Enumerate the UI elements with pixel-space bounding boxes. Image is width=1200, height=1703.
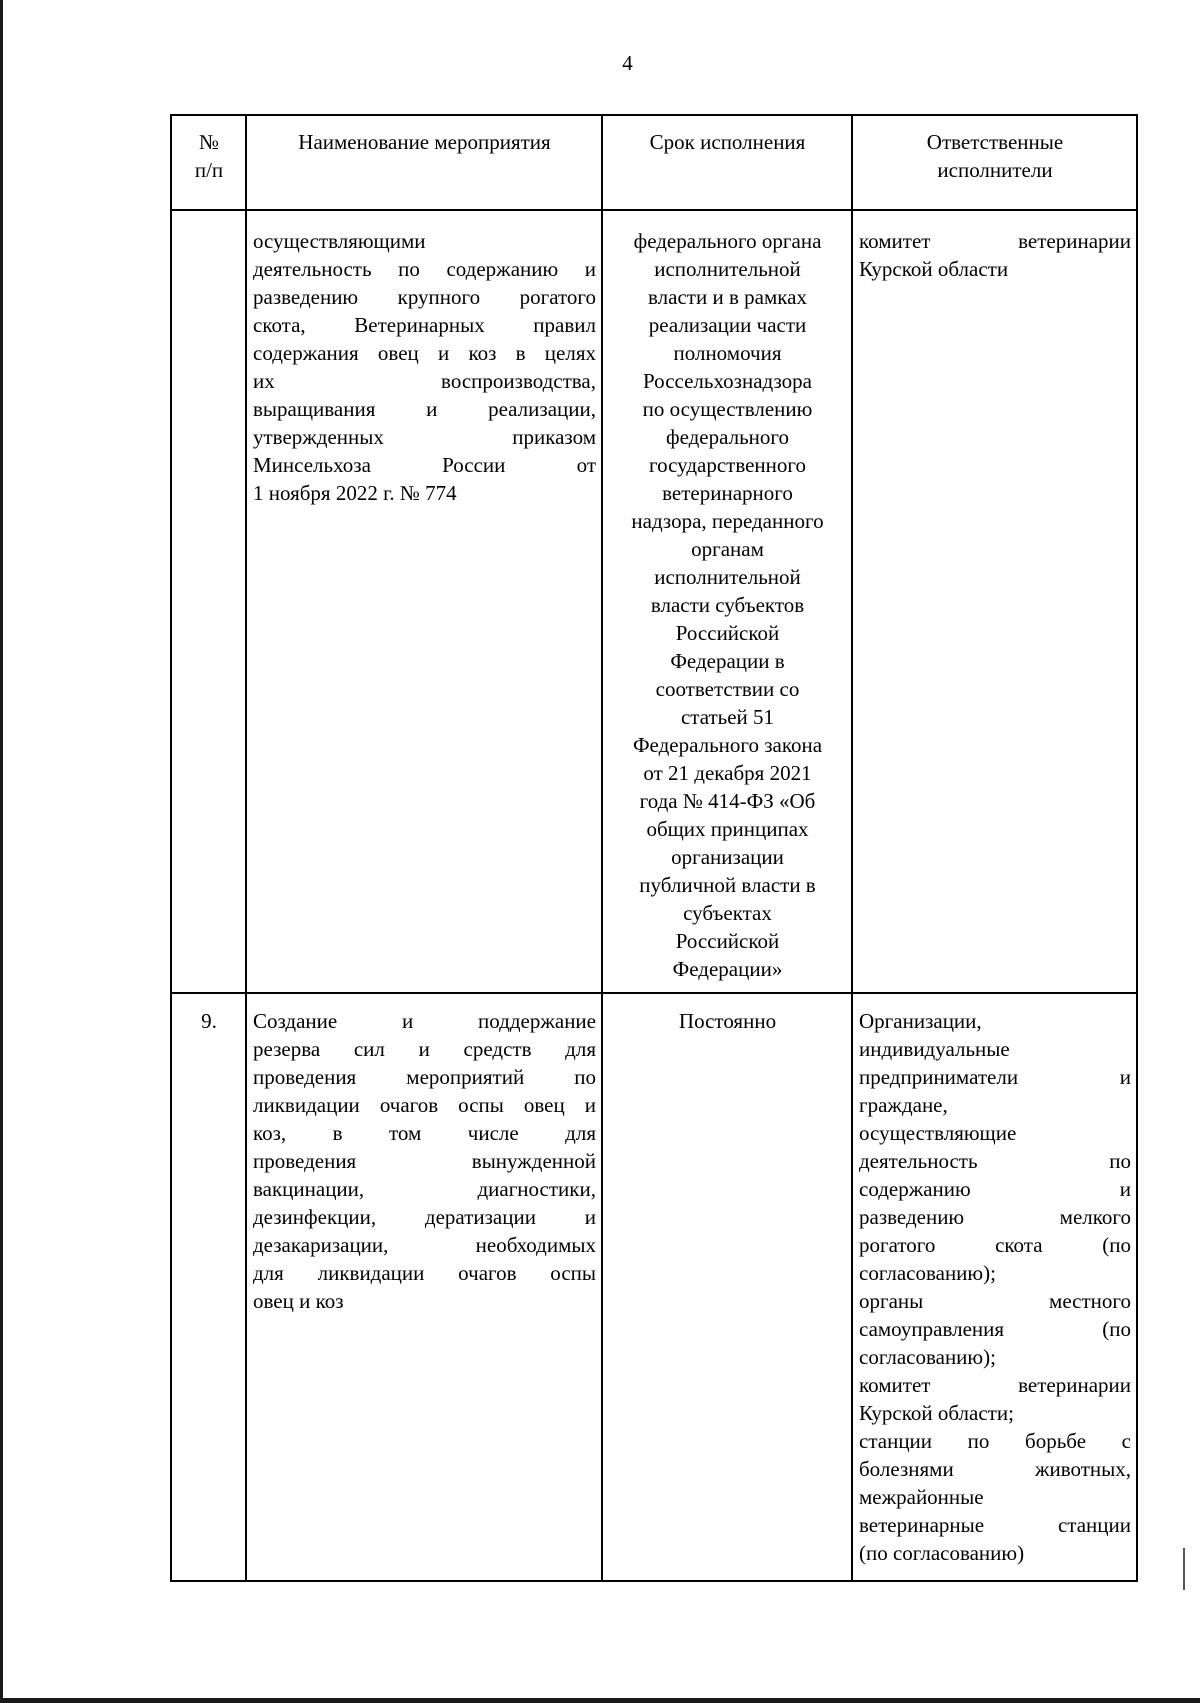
row-name xyxy=(246,210,602,993)
text-line: их воспроизводства, xyxy=(253,369,596,393)
text-line: индивидуальные xyxy=(859,1037,1010,1061)
row-term xyxy=(602,993,852,1581)
text-line: Российской xyxy=(675,929,780,953)
row-name xyxy=(246,993,602,1581)
text-line: согласованию); xyxy=(859,1261,996,1285)
text-line: для ликвидации очагов оспы xyxy=(253,1261,596,1285)
scan-edge-bottom xyxy=(0,1698,1200,1703)
scan-edge-left xyxy=(0,0,3,1703)
text-line: власти субъектов xyxy=(650,593,805,617)
table-row xyxy=(171,993,1137,1581)
text-line: деятельность по содержанию и xyxy=(253,257,596,281)
row-term xyxy=(602,210,852,993)
text-line: органы местного xyxy=(859,1289,1131,1313)
text-line: согласованию); xyxy=(859,1345,996,1369)
text-line: самоуправления (по xyxy=(859,1317,1131,1341)
header-num-line: п/п xyxy=(194,158,224,182)
text-line: комитет ветеринарии xyxy=(859,1373,1131,1397)
text-line: Федерации в xyxy=(670,649,785,673)
row-responsible xyxy=(852,210,1137,993)
header-responsible-line: исполнители xyxy=(937,158,1053,182)
text-line: публичной власти в xyxy=(639,873,816,897)
text-line: овец и коз xyxy=(253,1289,344,1313)
header-num xyxy=(171,115,246,210)
text-line: от 21 декабря 2021 xyxy=(643,761,812,785)
scan-mark xyxy=(1183,1548,1185,1590)
text-line: федерального xyxy=(665,425,790,449)
text-line: органам xyxy=(691,537,764,561)
text-line: вакцинации, диагностики, xyxy=(253,1177,596,1201)
text-line: надзора, переданного xyxy=(631,509,824,533)
text-line: Минсельхоза России от xyxy=(253,453,596,477)
text-line: разведению мелкого xyxy=(859,1205,1131,1229)
text-line: граждане, xyxy=(859,1093,948,1117)
text-line: резерва сил и средств для xyxy=(253,1037,596,1061)
text-line: реализации части xyxy=(648,313,807,337)
header-name: Наименование мероприятия xyxy=(246,115,602,210)
text-line: коз, в том числе для xyxy=(253,1121,596,1145)
header-responsible-line: Ответственные xyxy=(926,130,1064,154)
text-line: по осуществлению xyxy=(642,397,813,421)
text-line: утвержденных приказом xyxy=(253,425,596,449)
text-line: содержания овец и коз в целях xyxy=(253,341,596,365)
text-line: Российской xyxy=(675,621,780,645)
text-line: государственного xyxy=(648,453,807,477)
text-line: 1 ноября 2022 г. № 774 xyxy=(253,481,457,505)
row-num: 9. xyxy=(171,993,246,1581)
text-line: ветеринарного xyxy=(662,481,793,505)
text-line: Федерации» xyxy=(672,957,783,981)
text-line: организации xyxy=(671,845,784,869)
header-num-line: № xyxy=(198,130,220,154)
text-line: болезнями животных, xyxy=(859,1457,1131,1481)
text-line: проведения вынужденной xyxy=(253,1149,596,1173)
text-line: проведения мероприятий по xyxy=(253,1065,596,1089)
text-line: федерального органа xyxy=(633,229,822,253)
row-responsible xyxy=(852,993,1137,1581)
text-line: года № 414-ФЗ «Об xyxy=(639,789,816,813)
text-line: общих принципах xyxy=(646,817,809,841)
text-line: осуществляющие xyxy=(859,1121,1017,1145)
page-number: 4 xyxy=(622,51,633,75)
measures-table xyxy=(170,114,1138,1582)
text-line: осуществляющими xyxy=(253,229,426,253)
text-line: межрайонные xyxy=(859,1485,984,1509)
text-line: власти и в рамках xyxy=(648,285,807,309)
text-line: выращивания и реализации, xyxy=(253,397,596,421)
text-line: субъектах xyxy=(683,901,772,925)
text-line: Постоянно xyxy=(678,1009,777,1033)
table-row xyxy=(171,210,1137,993)
text-line: исполнительной xyxy=(654,257,801,281)
text-line: дезакаризации, необходимых xyxy=(253,1233,596,1257)
text-line: предприниматели и xyxy=(859,1065,1131,1089)
header-term: Срок исполнения xyxy=(602,115,852,210)
text-line: Россельхознадзора xyxy=(643,369,812,393)
text-line: ликвидации очагов оспы овец и xyxy=(253,1093,596,1117)
text-line: Федерального закона xyxy=(632,733,823,757)
text-line: статьей 51 xyxy=(680,705,775,729)
text-line: Организации, xyxy=(859,1009,982,1033)
text-line: рогатого скота (по xyxy=(859,1233,1131,1257)
text-line: (по согласованию) xyxy=(859,1541,1025,1565)
header-responsible xyxy=(852,115,1137,210)
text-line: станции по борьбе с xyxy=(859,1429,1131,1453)
text-line: Создание и поддержание xyxy=(253,1009,596,1033)
text-line: скота, Ветеринарных правил xyxy=(253,313,596,337)
table-header-row xyxy=(171,115,1137,210)
text-line: исполнительной xyxy=(654,565,801,589)
text-line: деятельность по xyxy=(859,1149,1131,1173)
text-line: Курской области; xyxy=(859,1401,1014,1425)
text-line: ветеринарные станции xyxy=(859,1513,1131,1537)
text-line: соответствии со xyxy=(655,677,800,701)
text-line: комитет ветеринарии xyxy=(859,229,1131,253)
text-line: Курской области xyxy=(859,257,1009,281)
text-line: полномочия xyxy=(673,341,782,365)
text-line: дезинфекции, дератизации и xyxy=(253,1205,596,1229)
text-line: разведению крупного рогатого xyxy=(253,285,596,309)
row-num xyxy=(171,210,246,993)
text-line: содержанию и xyxy=(859,1177,1131,1201)
